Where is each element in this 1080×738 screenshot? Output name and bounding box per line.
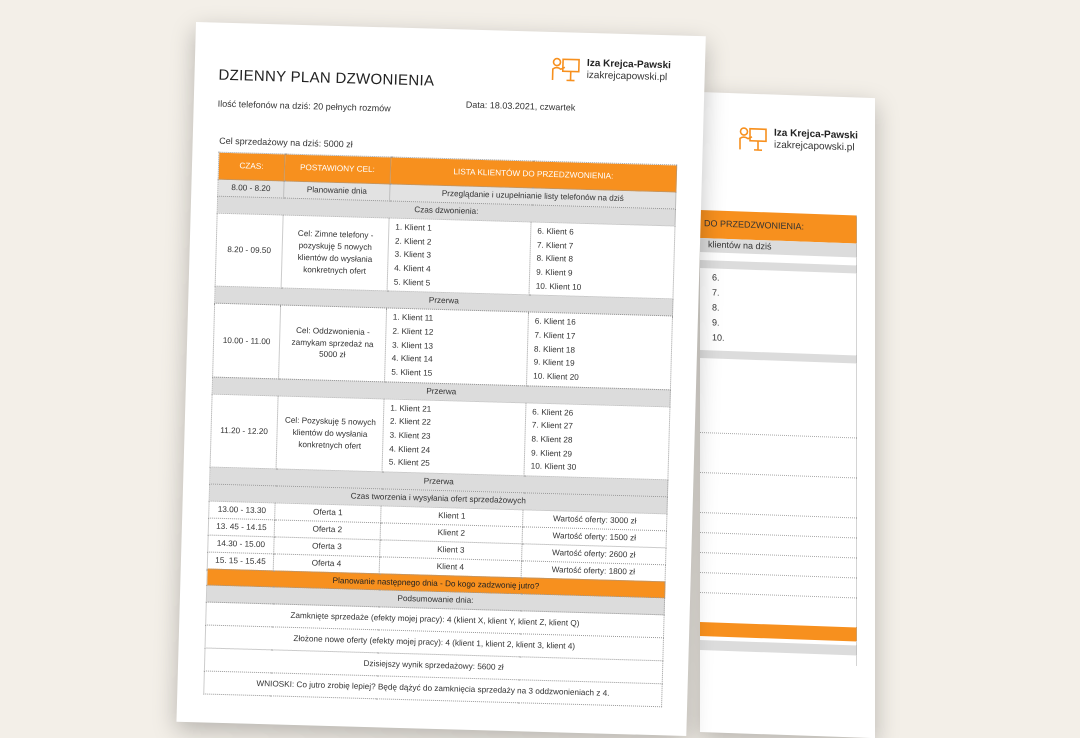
header-goal: POSTAWIONY CEL: [284, 154, 391, 184]
back-gray-row-2 [700, 260, 857, 273]
brand-url: izakrejcapowski.pl [774, 139, 855, 154]
offer-name: Oferta 3 [274, 537, 380, 557]
list-item: 3. Klient 23 [389, 430, 431, 441]
client-list-right [529, 222, 675, 300]
back-gray-row-4 [700, 640, 857, 655]
list-item: 1. Klient 11 [392, 312, 434, 323]
brand-name: Iza Krejca-Pawski [586, 57, 672, 71]
offer-value: Wartość oferty: 1800 zł [521, 560, 665, 581]
summary-label: Podsumowanie dnia: [206, 585, 664, 615]
summary-line: WNIOSKI: Co jutro zrobię lepiej? Będę dążyć do zamknięcia sprzedaży na 3 oddzwonieniach z 4. [204, 671, 662, 707]
block-goal: Cel: Oddzwonienia - zamykam sprzedaż na 5000 zł [279, 305, 387, 381]
plan-table [203, 135, 677, 708]
presenter-board-icon [550, 56, 581, 83]
back-orange-bar [700, 622, 857, 641]
back-gridline [700, 552, 857, 558]
offer-time: 15. 15 - 15.45 [207, 552, 273, 571]
brand-url: izakrejcapowski.pl [586, 69, 668, 84]
offer-value: Wartość oferty: 3000 zł [523, 510, 667, 531]
offers-label: Czas tworzenia i wysyłania ofert sprzedażowych [209, 484, 667, 514]
front-page [176, 22, 705, 736]
list-item: 10. Klient 30 [530, 461, 577, 473]
list-item: 9. Klient 29 [530, 448, 573, 459]
plan-time: 8.00 - 8.20 [218, 179, 284, 198]
summary-line: Dzisiejszy wynik sprzedażowy: 5600 zł [204, 648, 662, 684]
planning-label: Planowanie następnego dnia - Do kogo zadzwonię jutro? [207, 569, 665, 599]
list-item: 4. Klient 4 [394, 263, 431, 274]
table-row [210, 394, 670, 480]
list-item: 10. Klient 20 [533, 371, 579, 382]
list-item: 10. Klient 10 [535, 281, 582, 292]
back-border [856, 215, 857, 665]
back-gridline [700, 592, 857, 598]
back-num-4: 9. [712, 317, 720, 328]
client-list-left [385, 308, 529, 385]
list-item: 6. Klient 16 [534, 316, 576, 327]
list-item: 3. Klient 13 [391, 340, 434, 351]
list-item: 4. Klient 24 [389, 444, 431, 455]
calls-today: Ilość telefonów na dziś: 20 pełnych rozmów [217, 98, 391, 114]
offer-name: Oferta 1 [275, 503, 381, 523]
list-item: 7. Klient 17 [534, 330, 576, 341]
list-item: 9. Klient 9 [536, 267, 573, 278]
summary-line: Zamknięte sprzedaże (efekty mojej pracy): 4 (klient X, klient Y, klient Z, klient Q) [206, 602, 664, 638]
block-goal: Cel: Zimne telefony - pozyskuję 5 nowych klientów do wysłania konkretnych ofert [281, 215, 389, 291]
offer-value: Wartość oferty: 2600 zł [522, 544, 666, 565]
back-header-text: DO PRZEDZWONIENIA: [704, 218, 805, 232]
break-label: Przerwa [212, 377, 670, 407]
plan-goal: Planowanie dnia [284, 181, 390, 201]
list-item: 6. Klient 6 [537, 226, 574, 237]
list-item: 1. Klient 1 [395, 222, 432, 233]
back-gridline [700, 512, 857, 518]
block-goal: Cel: Pozyskuję 5 nowych klientów do wysłania konkretnych ofert [276, 396, 384, 472]
back-num-2: 7. [712, 287, 720, 298]
presenter-board-icon [738, 125, 768, 152]
offer-client: Klient 1 [381, 506, 523, 527]
list-item: 7. Klient 27 [531, 420, 573, 432]
back-gridline [700, 572, 857, 578]
list-item: 7. Klient 7 [536, 240, 574, 251]
list-item: 5. Klient 25 [388, 458, 430, 469]
offer-name: Oferta 4 [273, 553, 379, 573]
plan-desc: Przeglądanie i uzupełnianie listy telefonów na dziś [390, 184, 676, 209]
list-item: 1. Klient 21 [390, 403, 432, 414]
table-row [213, 303, 673, 389]
document-date: Data: 18.03.2021, czwartek [465, 99, 576, 113]
list-item: 8. Klient 28 [531, 434, 573, 445]
break-label: Przerwa [215, 286, 673, 316]
back-page [700, 92, 875, 738]
list-item: 6. Klient 26 [532, 407, 574, 418]
back-num-3: 8. [712, 302, 720, 313]
client-list-left [387, 218, 531, 295]
client-list-right [526, 312, 672, 390]
list-item: 2. Klient 22 [389, 416, 432, 428]
offer-client: Klient 2 [380, 523, 522, 544]
block-time: 10.00 - 11.00 [213, 303, 281, 378]
list-item: 2. Klient 2 [394, 236, 432, 247]
offer-client: Klient 3 [380, 540, 522, 561]
calling-label: Czas dzwonienia: [217, 196, 675, 226]
back-gridline [700, 472, 857, 478]
table-row [215, 213, 675, 299]
list-item: 5. Klient 5 [393, 277, 431, 288]
sales-goal: Cel sprzedażowy na dziś: 5000 zł [219, 135, 353, 150]
back-gray-row-3 [700, 350, 857, 363]
offer-client: Klient 4 [379, 556, 521, 577]
list-item: 4. Klient 14 [391, 353, 433, 365]
block-time: 8.20 - 09.50 [215, 213, 283, 288]
back-num-1: 6. [712, 272, 720, 283]
offer-time: 13.00 - 13.30 [209, 501, 275, 520]
front-logo [550, 56, 671, 85]
back-row-text: klientów na dziś [708, 239, 772, 252]
client-list-left [382, 399, 526, 476]
offer-time: 14.30 - 15.00 [208, 535, 274, 554]
offer-value: Wartość oferty: 1500 zł [522, 527, 666, 548]
header-time: CZAS: [218, 152, 285, 181]
document-title: DZIENNY PLAN DZWONIENIA [218, 66, 435, 90]
summary-line: Złożone nowe oferty (efekty mojej pracy): 4 (klient 1, klient 2, klient 3, klient 4) [205, 625, 663, 661]
back-num-5: 10. [712, 332, 725, 343]
list-item: 8. Klient 18 [533, 344, 576, 355]
offer-name: Oferta 2 [274, 520, 380, 540]
back-gridline [700, 432, 857, 438]
client-list-right [524, 403, 670, 481]
list-item: 5. Klient 15 [391, 367, 433, 378]
offer-time: 13. 45 - 14.15 [208, 518, 274, 537]
list-item: 9. Klient 19 [533, 357, 575, 369]
back-logo [738, 125, 858, 155]
header-clients: LISTA KLIENTÓW DO PRZEDZWONIENIA: [390, 157, 677, 192]
back-gridline [700, 532, 857, 538]
block-time: 11.20 - 12.20 [210, 394, 278, 469]
list-item: 8. Klient 8 [536, 253, 574, 264]
break-label: Przerwa [210, 467, 668, 497]
brand-name: Iza Krejca-Pawski [774, 127, 858, 142]
list-item: 3. Klient 3 [394, 249, 432, 260]
list-item: 2. Klient 12 [392, 326, 434, 337]
